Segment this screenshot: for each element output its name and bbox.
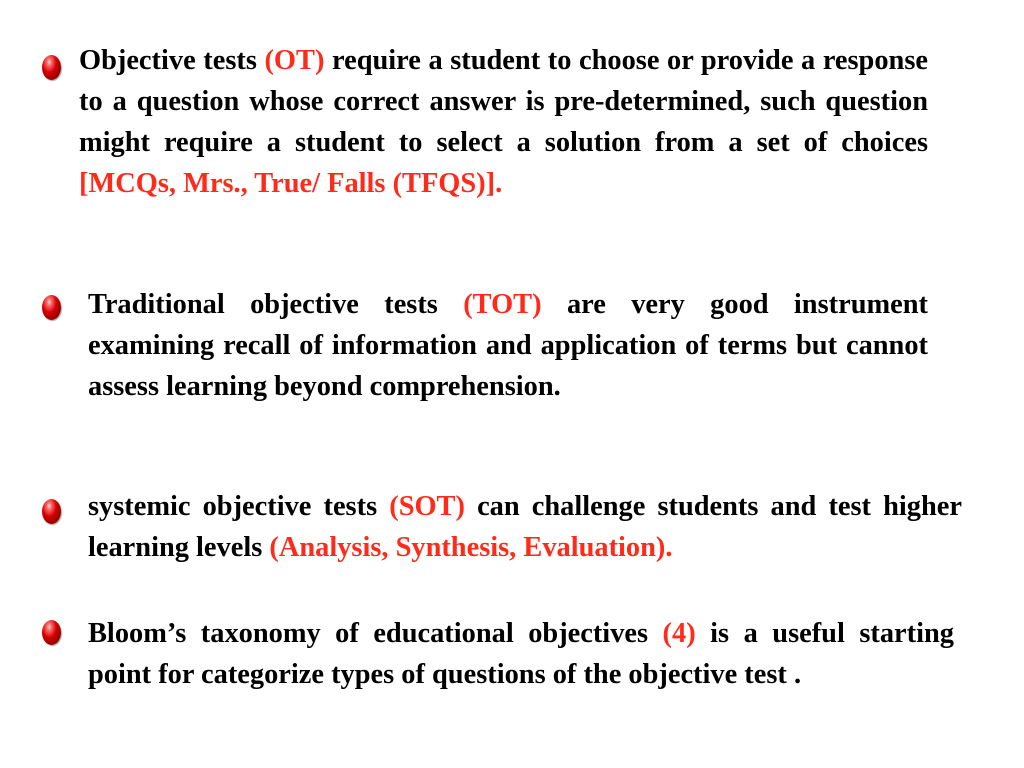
bullet-3-text-cont: can challenge students and test higher learning levels [88, 491, 962, 563]
bullet-paragraph-blooms-taxonomy [88, 613, 954, 695]
red-ball-bullet-icon [42, 295, 61, 320]
bullet-paragraph-systemic-objective-tests [88, 486, 962, 568]
bullet-2-text-cont: are very good instrument examining recall of information and application of terms but cannot assess learning beyond comprehension. [88, 289, 928, 402]
red-ball-bullet-icon [42, 620, 61, 645]
bullet-3-highlight-sot: (SOT) [389, 491, 465, 522]
bullet-paragraph-traditional-objective-tests [88, 284, 928, 407]
bullet-1-highlight-ot: (OT) [264, 45, 325, 76]
bullet-4-text: Bloom’s taxonomy of educational objectives [88, 618, 663, 649]
bullet-2-text: Traditional objective tests [88, 289, 464, 320]
bullet-1-text: Objective tests [79, 45, 265, 76]
bullet-3-highlight-levels: (Analysis, Synthesis, Evaluation). [269, 532, 673, 563]
bullet-2-highlight-tot: (TOT) [463, 289, 542, 320]
bullet-1-highlight-choices: [MCQs, Mrs., True/ Falls (TFQS)]. [79, 168, 503, 199]
bullet-3-text: systemic objective tests [88, 491, 390, 522]
red-ball-bullet-icon [42, 55, 61, 80]
bullet-4-highlight-count: (4) [662, 618, 696, 649]
bullet-4-text-cont: is a useful starting point for categorize types of questions of the objective test . [88, 618, 954, 690]
red-ball-bullet-icon [42, 499, 61, 524]
bullet-paragraph-objective-tests [79, 40, 928, 204]
bullet-1-text-cont: require a student to choose or provide a response to a question whose correct answer is pre-determined, such question might require a student to select a solution from a set of choices [79, 45, 928, 158]
